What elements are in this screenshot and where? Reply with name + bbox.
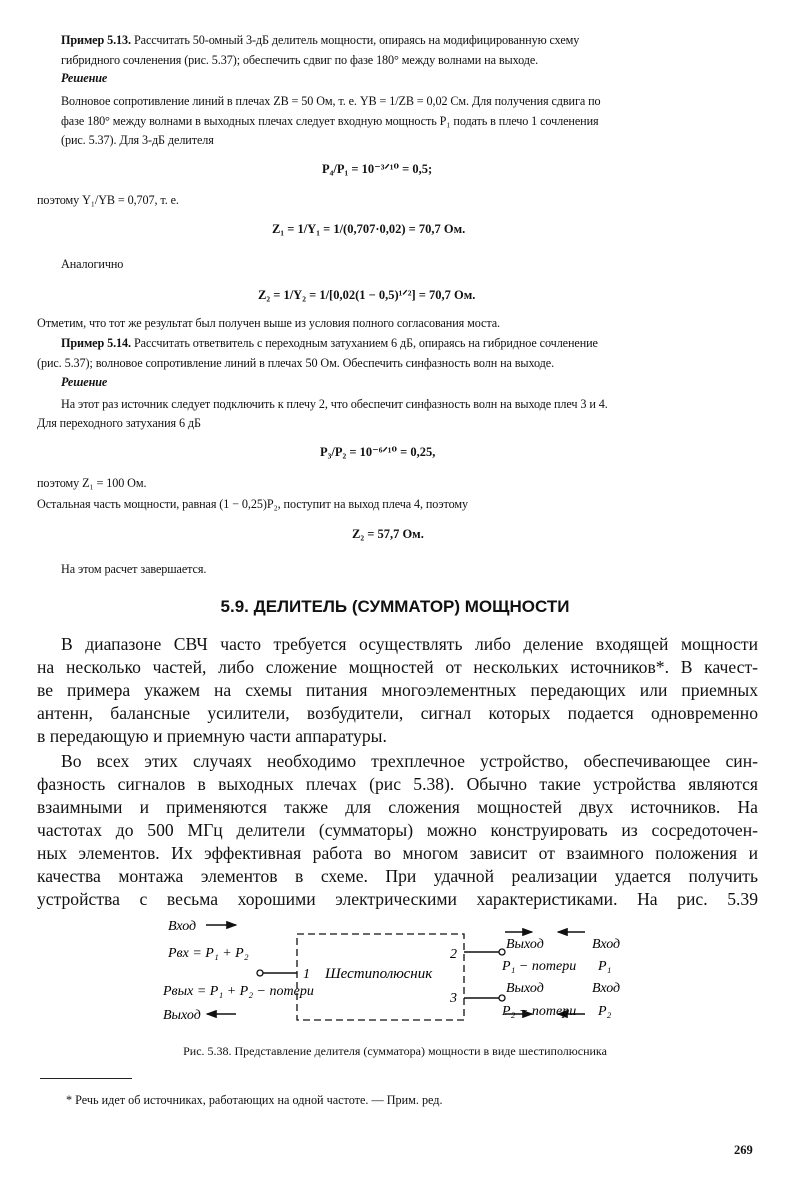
- label-port-3-input: Вход: [592, 981, 621, 996]
- port-3-number: 3: [450, 991, 457, 1006]
- text-hence-z: поэтому Z₁ = 100 Ом.: [37, 476, 147, 490]
- example-13-solution-line-2: фазе 180° между волнами в выходных плечах следует входную мощность P₁ подать в плечо 1 сочленения: [61, 114, 599, 128]
- equation-z1: Z₁ = 1/Y₁ = 1/(0,707·0,02) = 70,7 Ом.: [272, 222, 466, 236]
- example-14-statement: Рассчитать ответвитель с переходным затуханием 6 дБ, опираясь на гибридное сочленение: [133, 336, 598, 350]
- paragraph-2-line: фазность сигналов в выходных плечах (рис 5.38). Обычно такие устройства являются: [37, 774, 758, 794]
- port-2-number: 2: [450, 947, 457, 962]
- paragraph-1-line: в передающую и приемную части аппаратуры.: [37, 726, 387, 746]
- paragraph-1-line: ве примера укажем на схемы питания многоэлементных передающих или приемных: [37, 680, 758, 700]
- equation-p4-p1: P₄/P₁ = 10⁻³ᐟ¹⁰ = 0,5;: [322, 162, 433, 176]
- calculation-end: На этом расчет завершается.: [61, 562, 207, 576]
- example-14-label: Пример 5.14.: [61, 336, 131, 350]
- label-port-3-power: P₂: [598, 1004, 612, 1019]
- box-label: Шестиполюсник: [325, 966, 433, 982]
- example-14-line-1: [61, 335, 598, 351]
- terminal-port-1: [257, 970, 263, 976]
- label-left-input: Вход: [168, 919, 197, 934]
- equation-p3-p2: P₃/P₂ = 10⁻⁶ᐟ¹⁰ = 0,25,: [320, 445, 436, 459]
- example-13-solution-line-3: (рис. 5.37). Для 3-дБ делителя: [61, 133, 214, 147]
- example-13-line-2: гибридного сочленения (рис. 5.37); обеспечить сдвиг по фазе 180° между волнами на выходе.: [61, 53, 539, 67]
- section-heading: 5.9. ДЕЛИТЕЛЬ (СУММАТОР) МОЩНОСТИ: [220, 597, 570, 616]
- page-number: 269: [734, 1143, 753, 1157]
- example-14-solution-line-2: Для переходного затухания 6 дБ: [37, 416, 201, 430]
- port-1-number: 1: [303, 967, 310, 982]
- label-left-pout: Pвых = P₁ + P₂ − потери: [163, 984, 314, 999]
- example-13-label: Пример 5.13.: [61, 33, 131, 47]
- example-14-solution-line-1: На этот раз источник следует подключить к плечу 2, что обеспечит синфазность волн на выходе плеч 3 и 4.: [61, 397, 608, 411]
- paragraph-2-line: частотах до 500 МГц делители (сумматоры) можно конструировать из сосредоточен-: [37, 820, 758, 840]
- example-13-note: Отметим, что тот же результат был получен выше из условия полного согласования моста.: [37, 316, 500, 330]
- label-port-2-output: Выход: [506, 937, 544, 952]
- label-port-2-loss: P₁ − потери: [502, 959, 577, 974]
- paragraph-2-line: Во всех этих случаях необходимо трехплечное устройство, обеспечивающее син-: [61, 751, 758, 771]
- label-left-pin: Pвх = P₁ + P₂: [168, 946, 249, 961]
- label-port-3-output: Выход: [506, 981, 544, 996]
- example-13-statement: Рассчитать 50-омный 3-дБ делитель мощности, опираясь на модифицированную схему: [133, 33, 580, 47]
- text-hence-y: поэтому Y₁/YВ = 0,707, т. е.: [37, 193, 179, 207]
- text-similarly: Аналогично: [61, 257, 124, 271]
- example-14-solution-label: Решение: [61, 375, 108, 389]
- paragraph-1-line: на несколько частей, либо сложение мощностей от нескольких источников*. В качест-: [37, 657, 758, 677]
- footnote-rule: [40, 1078, 132, 1079]
- example-13-solution-label: Решение: [61, 71, 108, 85]
- equation-z2-result: Z₂ = 57,7 Ом.: [352, 527, 424, 541]
- label-port-2-power: P₁: [598, 959, 612, 974]
- label-port-3-loss: P₂ − потери: [502, 1004, 577, 1019]
- paragraph-2-line: ных элементов. Их эффективная работа во многом зависит от взаимного положения и: [37, 843, 758, 863]
- example-13-line-1: [61, 32, 579, 48]
- paragraph-1-line: антенн, балансные усилители, возбудители, сигнал которых подается одновременно: [37, 703, 758, 723]
- paragraph-2-line: качества монтажа элементов в схеме. При удачной реализации удается получить: [37, 866, 758, 886]
- example-13-solution-line-1: Волновое сопротивление линий в плечах ZВ = 50 Ом, т. е. YВ = 1/ZВ = 0,02 См. Для получения сдвига по: [61, 94, 601, 108]
- text-remaining-power: Остальная часть мощности, равная (1 − 0,25)P₂, поступит на выход плеча 4, поэтому: [37, 497, 468, 511]
- terminal-port-3: [499, 995, 505, 1001]
- paragraph-2-line: взаимными и применяются также для сложения мощностей двух источников. На: [37, 797, 758, 817]
- equation-z2: Z₂ = 1/Y₂ = 1/[0,02(1 − 0,5)¹ᐟ²] = 70,7 Ом.: [258, 288, 476, 302]
- terminal-port-2: [499, 949, 505, 955]
- figure-caption: Рис. 5.38. Представление делителя (сумматора) мощности в виде шестиполюсника: [183, 1044, 607, 1058]
- label-left-output: Выход: [163, 1008, 201, 1023]
- paragraph-1-line: В диапазоне СВЧ часто требуется осуществлять либо деление входящей мощности: [61, 634, 758, 654]
- footnote: * Речь идет об источниках, работающих на одной частоте. — Прим. ред.: [66, 1093, 443, 1107]
- paragraph-2-line: устройства с весьма хорошими электрическими характеристиками. На рис. 5.39: [37, 889, 758, 909]
- example-14-line-2: (рис. 5.37); волновое сопротивление линий в плечах 50 Ом. Обеспечить синфазность волн на выходе.: [37, 356, 555, 370]
- figure-six-pole-diagram: [0, 912, 790, 1034]
- label-port-2-input: Вход: [592, 937, 621, 952]
